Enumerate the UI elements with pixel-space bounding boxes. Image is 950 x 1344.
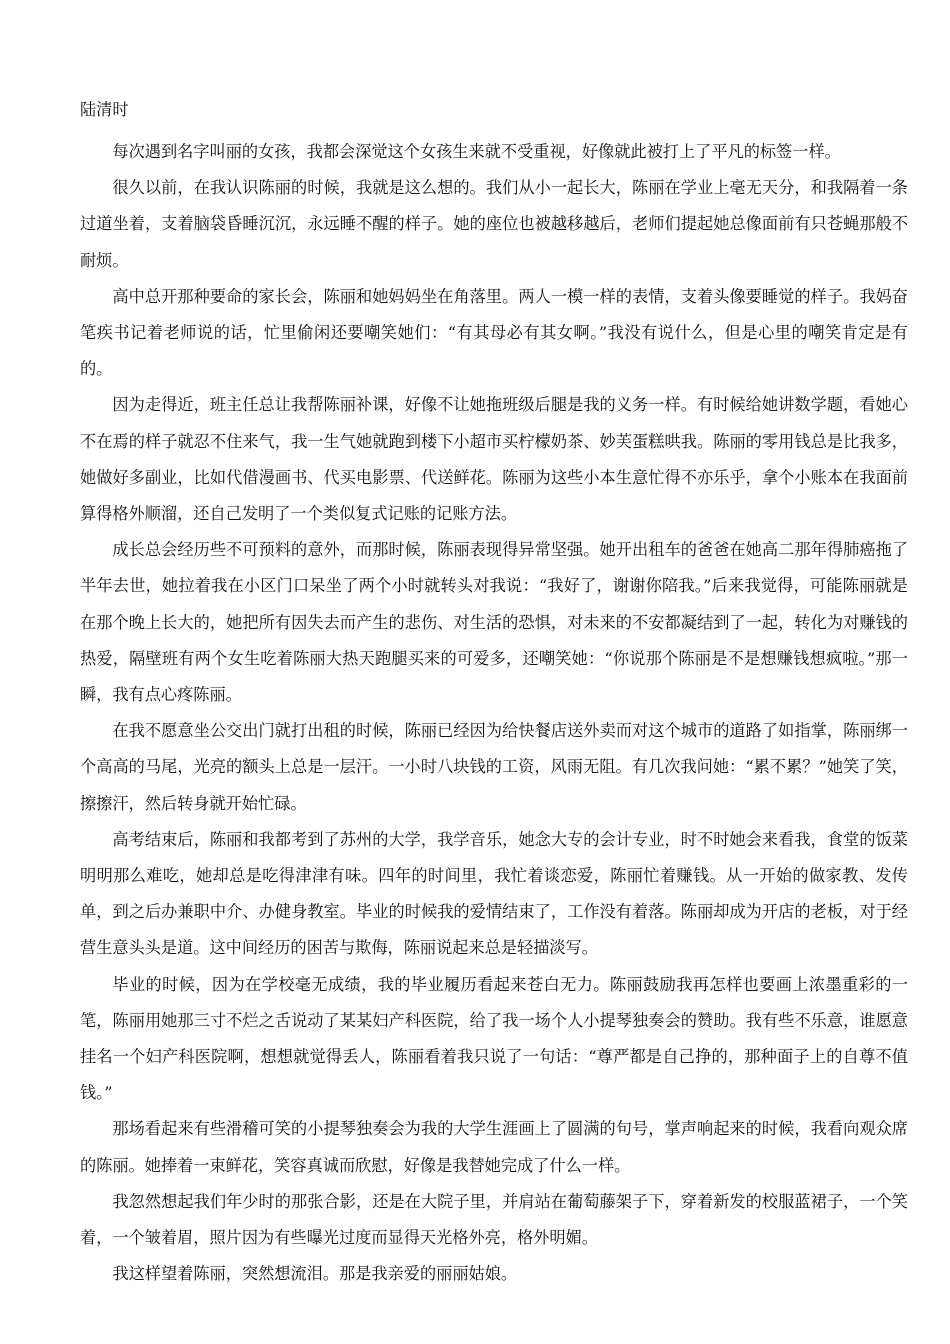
- paragraph: 高中总开那种要命的家长会，陈丽和她妈妈坐在角落里。两人一模一样的表情，支着头像要睡觉的样子。我妈奋笔疾书记着老师说的话，忙里偷闲还要嘲笑她们：“有其母必有其女啊。”我没有说什么，但是心里的嘲笑肯定是有的。: [80, 286, 908, 379]
- article: [80, 96, 908, 1293]
- paragraph: 毕业的时候，因为在学校毫无成绩，我的毕业履历看起来苍白无力。陈丽鼓励我再怎样也要画上浓墨重彩的一笔，陈丽用她那三寸不烂之舌说动了某某妇产科医院，给了我一场个人小提琴独奏会的赞助。我有些不乐意，谁愿意挂名一个妇产科医院啊，想想就觉得丢人，陈丽看着我只说了一句话：“尊严都是自己挣的，那种面子上的自尊不值钱。”: [80, 974, 908, 1103]
- author-name: 陆清时: [80, 100, 129, 119]
- paragraph: 每次遇到名字叫丽的女孩，我都会深觉这个女孩生来就不受重视，好像就此被打上了平凡的标签一样。: [112, 142, 841, 161]
- paragraph: 很久以前，在我认识陈丽的时候，我就是这么想的。我们从小一起长大，陈丽在学业上毫无天分，和我隔着一条过道坐着，支着脑袋昏睡沉沉，永远睡不醒的样子。她的座位也被越移越后，老师们提起她总像面前有只苍蝇那般不耐烦。: [80, 178, 908, 270]
- paragraph: 那场看起来有些滑稽可笑的小提琴独奏会为我的大学生涯画上了圆满的句号，掌声响起来的时候，我看向观众席的陈丽。她捧着一束鲜花，笑容真诚而欣慰，好像是我替她完成了什么一样。: [80, 1119, 908, 1175]
- paragraph: 高考结束后，陈丽和我都考到了苏州的大学，我学音乐，她念大专的会计专业，时不时她会来看我，食堂的饭菜明明那么难吃，她却总是吃得津津有味。四年的时间里，我忙着谈恋爱，陈丽忙着赚钱。从一开始的做家教、发传单，到之后办兼职中介、办健身教室。毕业的时候我的爱情结束了，工作没有着落。陈丽却成为开店的老板，对于经营生意头头是道。这中间经历的困苦与欺侮，陈丽说起来总是轻描淡写。: [80, 829, 908, 958]
- paragraph: 成长总会经历些不可预料的意外，而那时候，陈丽表现得异常坚强。她开出租车的爸爸在她高二那年得肺癌拖了半年去世，她拉着我在小区门口呆坐了两个小时就转头对我说：“我好了，谢谢你陪我。”后来我觉得，可能陈丽就是在那个晚上长大的，她把所有因失去而产生的悲伤、对生活的恐惧，对未来的不安都凝结到了一起，转化为对赚钱的热爱，隔壁班有两个女生吃着陈丽大热天跑腿买来的可爱多，还嘲笑她：“你说那个陈丽是不是想赚钱想疯啦。”那一瞬，我有点心疼陈丽。: [80, 540, 908, 705]
- paragraph: 因为走得近，班主任总让我帮陈丽补课，好像不让她拖班级后腿是我的义务一样。有时候给她讲数学题，看她心不在焉的样子就忍不住来气，我一生气她就跑到楼下小超市买柠檬奶茶、妙芙蛋糕哄我。陈丽的零用钱总是比我多，她做好多副业，比如代借漫画书、代买电影票、代送鲜花。陈丽为这些小本生意忙得不亦乐乎，拿个小账本在我面前算得格外顺溜，还自己发明了一个类似复式记账的记账方法。: [80, 395, 908, 524]
- paragraph: 我忽然想起我们年少时的那张合影，还是在大院子里，并肩站在葡萄藤架子下，穿着新发的校服蓝裙子，一个笑着，一个皱着眉，照片因为有些曝光过度而显得天光格外亮，格外明媚。: [80, 1191, 908, 1248]
- paragraph: 在我不愿意坐公交出门就打出租的时候，陈丽已经因为给快餐店送外卖而对这个城市的道路了如指掌，陈丽绑一个高高的马尾，光亮的额头上总是一层汗。一小时八块钱的工资，风雨无阻。有几次我问她：“累不累？”她笑了笑，擦擦汗，然后转身就开始忙碌。: [80, 721, 908, 813]
- paragraph: 我这样望着陈丽，突然想流泪。那是我亲爱的丽丽姑娘。: [112, 1264, 518, 1284]
